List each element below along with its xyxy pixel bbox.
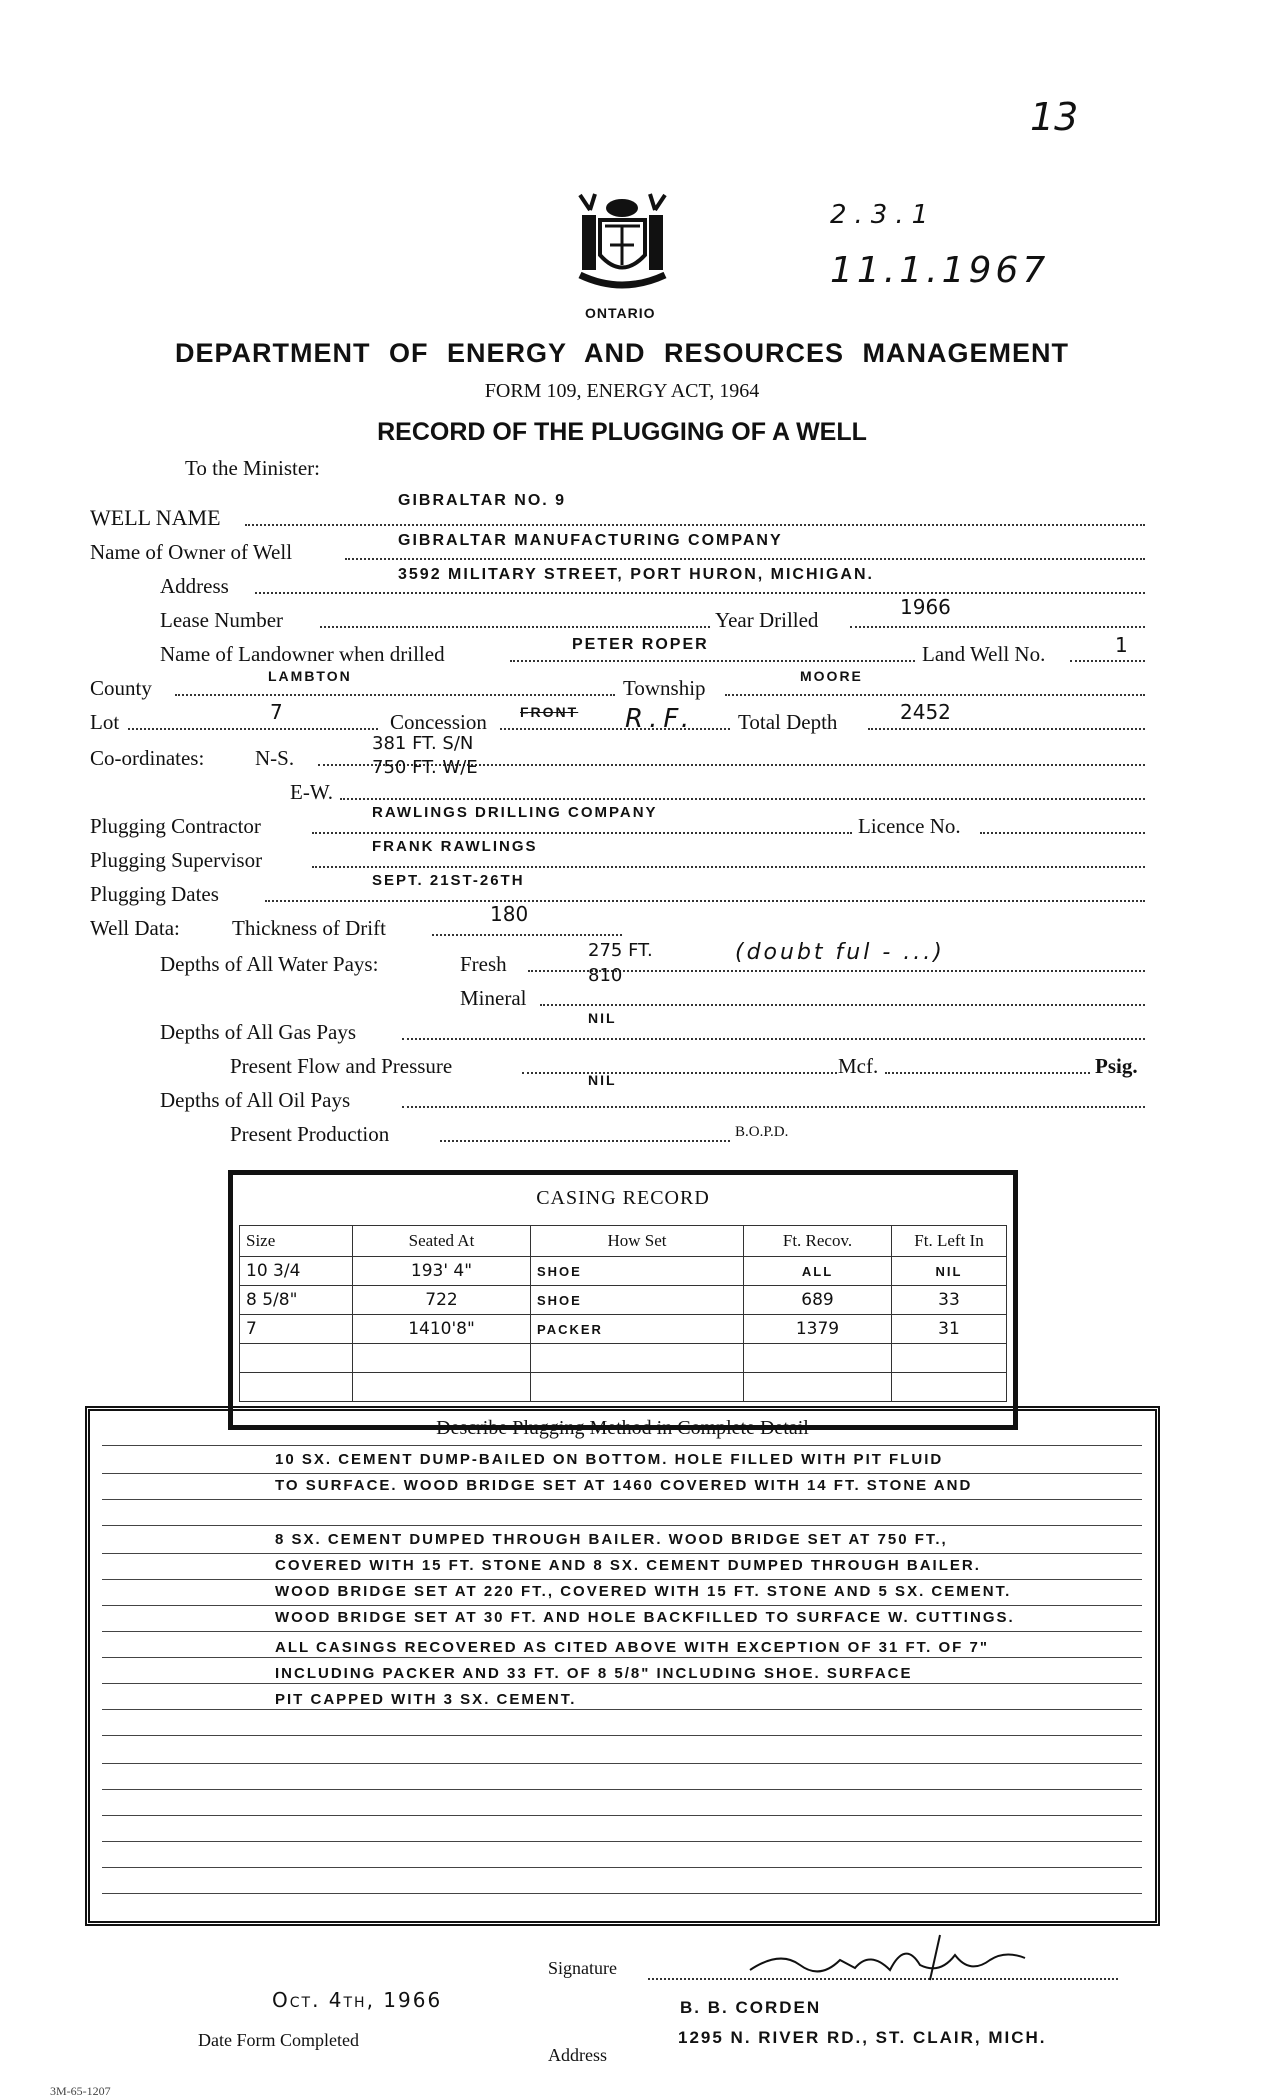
township-value: MOORE xyxy=(800,668,863,684)
licence-label: Licence No. xyxy=(858,814,961,838)
address-label: Address xyxy=(160,574,229,598)
table-cell: 1410'8" xyxy=(353,1315,531,1344)
land-well-no-label: Land Well No. xyxy=(922,642,1046,666)
concession-struck-value: FRONT xyxy=(520,704,579,720)
fresh-value: 275 FT. xyxy=(588,940,653,961)
plugging-dates-value: SEPT. 21ST-26TH xyxy=(372,872,525,889)
stamp-date: 11.1.1967 xyxy=(830,250,1050,291)
form-code: 3M-65-1207 xyxy=(50,2084,111,2098)
lease-label: Lease Number xyxy=(160,608,284,632)
table-row xyxy=(240,1286,1007,1315)
year-drilled-value: 1966 xyxy=(900,595,951,619)
address-value: 3592 MILITARY STREET, PORT HURON, MICHIGAN. xyxy=(398,566,874,583)
plugging-method-box xyxy=(85,1406,1160,1926)
table-cell: 7 xyxy=(240,1315,353,1344)
concession-label: Concession xyxy=(390,710,487,734)
signature-label: Signature xyxy=(548,1958,617,1978)
plugging-method-title: Describe Plugging Method in Complete Detail xyxy=(436,1417,809,1439)
county-label: County xyxy=(90,676,152,700)
province-label: ONTARIO xyxy=(585,305,656,321)
table-cell: 10 3/4 xyxy=(240,1257,353,1286)
casing-record-title: CASING RECORD xyxy=(536,1187,710,1209)
date-completed-label: Date Form Completed xyxy=(198,2030,359,2050)
method-line: PIT CAPPED WITH 3 SX. CEMENT. xyxy=(275,1691,577,1708)
method-line: ALL CASINGS RECOVERED AS CITED ABOVE WITH EXCEPTION OF 31 FT. OF 7" xyxy=(275,1639,989,1656)
mcf-label: Mcf. xyxy=(838,1054,879,1078)
method-line: COVERED WITH 15 FT. STONE AND 8 SX. CEMENT DUMPED THROUGH BAILER. xyxy=(275,1557,981,1574)
mineral-value: 810 xyxy=(588,965,623,986)
concession-value: R.F. xyxy=(625,704,696,734)
county-value: LAMBTON xyxy=(268,668,352,684)
method-line: WOOD BRIDGE SET AT 220 FT., COVERED WITH 15 FT. STONE AND 5 SX. CEMENT. xyxy=(275,1583,1012,1600)
landowner-label: Name of Landowner when drilled xyxy=(160,642,445,666)
ns-value: 381 FT. S/N xyxy=(372,733,474,754)
table-cell: SHOE xyxy=(531,1286,744,1315)
department-title: DEPARTMENT OF ENERGY AND RESOURCES MANAGEMENT xyxy=(174,338,1070,368)
well-data-label: Well Data: xyxy=(90,916,180,940)
casing-header-left: Ft. Left In xyxy=(892,1226,1007,1257)
gas-pays-value: NIL xyxy=(588,1010,617,1026)
casing-header-size: Size xyxy=(240,1226,353,1257)
bopd-label: B.O.P.D. xyxy=(735,1124,789,1140)
mineral-label: Mineral xyxy=(460,986,527,1010)
form-title: RECORD OF THE PLUGGING OF A WELL xyxy=(377,418,867,446)
table-cell: 8 5/8" xyxy=(240,1286,353,1315)
method-line: TO SURFACE. WOOD BRIDGE SET AT 1460 COVERED WITH 14 FT. STONE AND xyxy=(275,1477,973,1494)
address-footer-label: Address xyxy=(548,2045,607,2065)
table-cell: 31 xyxy=(892,1315,1007,1344)
fresh-note: (doubt ful - ...) xyxy=(735,940,945,965)
table-cell: ALL xyxy=(744,1257,892,1286)
landowner-value: PETER ROPER xyxy=(572,636,709,653)
table-cell: 193' 4" xyxy=(353,1257,531,1286)
township-label: Township xyxy=(623,676,706,700)
plugging-supervisor-label: Plugging Supervisor xyxy=(90,848,263,872)
coordinates-label: Co-ordinates: xyxy=(90,746,205,770)
gas-pays-label: Depths of All Gas Pays xyxy=(160,1020,356,1044)
table-row xyxy=(240,1315,1007,1344)
owner-value: GIBRALTAR MANUFACTURING COMPANY xyxy=(398,532,783,549)
table-row xyxy=(240,1344,1007,1373)
casing-record-box xyxy=(228,1170,1018,1430)
stamp-top: 2.3.1 xyxy=(830,200,937,230)
total-depth-value: 2452 xyxy=(900,700,951,724)
drift-label: Thickness of Drift xyxy=(232,916,386,940)
table-cell: 1379 xyxy=(744,1315,892,1344)
plugging-contractor-value: RAWLINGS DRILLING COMPANY xyxy=(372,804,658,821)
casing-table xyxy=(239,1225,1007,1402)
casing-header-recov: Ft. Recov. xyxy=(744,1226,892,1257)
casing-header-how-set: How Set xyxy=(531,1226,744,1257)
address-footer-value: 1295 N. RIVER RD., ST. CLAIR, MICH. xyxy=(678,2028,1047,2047)
casing-header-seated: Seated At xyxy=(353,1226,531,1257)
oil-pays-value: NIL xyxy=(588,1072,617,1088)
plugging-dates-label: Plugging Dates xyxy=(90,882,219,906)
signer-name: B. B. CORDEN xyxy=(680,1998,822,2017)
psig-label: Psig. xyxy=(1095,1054,1138,1078)
well-name-label: WELL NAME xyxy=(90,505,221,530)
date-completed-value: Oct. 4th, 1966 xyxy=(272,1988,443,2012)
year-drilled-label: Year Drilled xyxy=(715,608,819,632)
owner-label: Name of Owner of Well xyxy=(90,540,293,564)
well-name-value: GIBRALTAR NO. 9 xyxy=(398,492,567,509)
corner-mark: 13 xyxy=(1030,95,1079,139)
table-row xyxy=(240,1373,1007,1402)
ontario-crest-icon xyxy=(570,190,675,300)
plugging-supervisor-value: FRANK RAWLINGS xyxy=(372,838,538,855)
total-depth-label: Total Depth xyxy=(738,710,838,734)
ew-value: 750 FT. W/E xyxy=(372,757,478,778)
land-well-no-value: 1 xyxy=(1115,633,1128,657)
table-cell: 722 xyxy=(353,1286,531,1315)
table-row xyxy=(240,1257,1007,1286)
ew-label: E-W. xyxy=(290,780,333,804)
drift-value: 180 xyxy=(490,902,529,926)
form-reference: FORM 109, ENERGY ACT, 1964 xyxy=(484,380,760,402)
plugging-contractor-label: Plugging Contractor xyxy=(90,814,261,838)
lot-value: 7 xyxy=(270,700,283,724)
addressee: To the Minister: xyxy=(185,456,321,480)
production-label: Present Production xyxy=(230,1122,390,1146)
lot-label: Lot xyxy=(90,710,120,734)
method-line: WOOD BRIDGE SET AT 30 FT. AND HOLE BACKFILLED TO SURFACE W. CUTTINGS. xyxy=(275,1609,1015,1626)
table-cell: 33 xyxy=(892,1286,1007,1315)
method-line: INCLUDING PACKER AND 33 FT. OF 8 5/8" INCLUDING SHOE. SURFACE xyxy=(275,1665,913,1682)
signature-icon xyxy=(740,1930,1040,1990)
table-cell: 689 xyxy=(744,1286,892,1315)
fresh-label: Fresh xyxy=(460,952,507,976)
casing-header-row xyxy=(240,1226,1007,1257)
table-cell: PACKER xyxy=(531,1315,744,1344)
ns-label: N-S. xyxy=(255,746,295,770)
flow-pressure-label: Present Flow and Pressure xyxy=(230,1054,453,1078)
method-line: 10 SX. CEMENT DUMP-BAILED ON BOTTOM. HOLE FILLED WITH PIT FLUID xyxy=(275,1451,944,1468)
method-line: 8 SX. CEMENT DUMPED THROUGH BAILER. WOOD BRIDGE SET AT 750 FT., xyxy=(275,1531,948,1548)
water-pays-label: Depths of All Water Pays: xyxy=(160,952,379,976)
oil-pays-label: Depths of All Oil Pays xyxy=(160,1088,351,1112)
table-cell: NIL xyxy=(892,1257,1007,1286)
table-cell: SHOE xyxy=(531,1257,744,1286)
